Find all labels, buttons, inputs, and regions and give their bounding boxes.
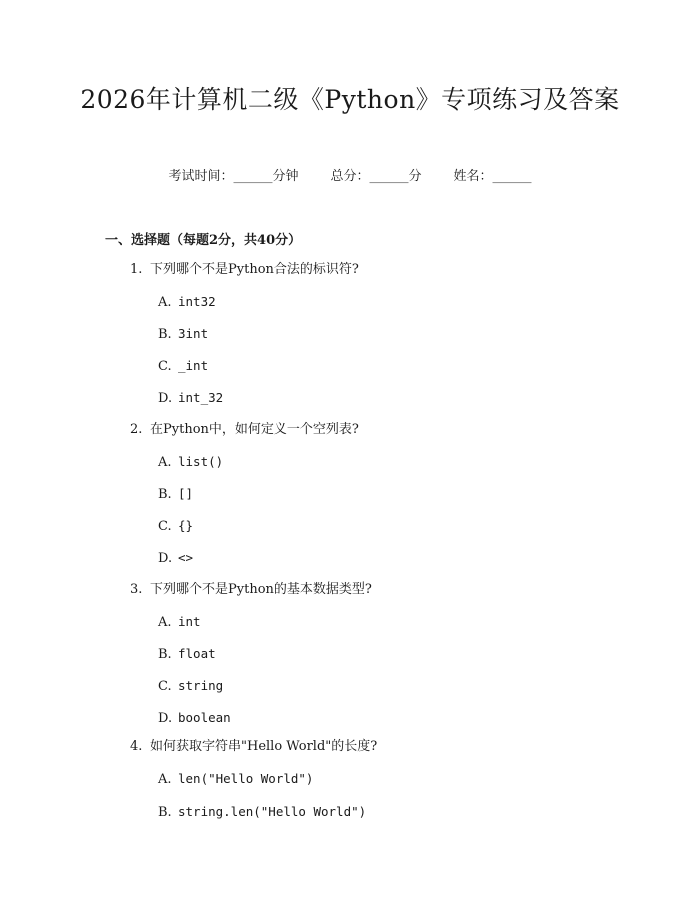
- student-name-label: 姓名：______: [453, 169, 532, 184]
- question-2-option-b: [158, 485, 193, 504]
- option-text: int32: [178, 294, 216, 309]
- question-2: [130, 421, 359, 439]
- question-4-option-b: [158, 803, 366, 822]
- document-title: 2026年计算机二级《Python》专项练习及答案: [80, 85, 620, 114]
- option-text: float: [178, 646, 216, 661]
- question-number: 2.: [130, 422, 143, 437]
- exam-time-label: 考试时间：______分钟: [168, 169, 299, 184]
- question-3-option-c: [158, 677, 223, 696]
- option-text: list(): [178, 454, 224, 469]
- question-3-option-a: [158, 613, 201, 632]
- question-1-option-c: [158, 357, 208, 376]
- option-text: int: [178, 614, 201, 629]
- option-letter: A.: [158, 295, 172, 310]
- option-text: <>: [178, 550, 194, 565]
- exam-meta: [0, 168, 700, 186]
- option-letter: D.: [158, 551, 173, 566]
- option-letter: B.: [158, 327, 172, 342]
- option-text: []: [178, 486, 194, 501]
- option-letter: B.: [158, 647, 172, 662]
- question-1: [130, 261, 359, 279]
- question-1-option-d: [158, 389, 223, 408]
- question-text: 下列哪个不是Python合法的标识符?: [150, 262, 359, 277]
- question-text: 下列哪个不是Python的基本数据类型?: [150, 582, 372, 597]
- question-number: 1.: [130, 262, 143, 277]
- question-1-option-b: [158, 325, 208, 344]
- question-4: [130, 738, 377, 756]
- question-3-option-b: [158, 645, 216, 664]
- question-1-option-a: [158, 293, 216, 312]
- option-letter: D.: [158, 711, 173, 726]
- option-letter: D.: [158, 391, 173, 406]
- question-text: 如何获取字符串"Hello World"的长度?: [150, 739, 378, 754]
- option-text: _int: [178, 358, 209, 373]
- question-number: 3.: [130, 582, 143, 597]
- option-letter: C.: [158, 519, 172, 534]
- option-text: string.len("Hello World"): [178, 804, 367, 819]
- option-letter: A.: [158, 772, 172, 787]
- option-letter: A.: [158, 615, 172, 630]
- option-text: int_32: [178, 390, 224, 405]
- question-3-option-d: [158, 709, 231, 728]
- option-letter: C.: [158, 359, 172, 374]
- option-text: {}: [178, 518, 194, 533]
- option-letter: A.: [158, 455, 172, 470]
- option-text: 3int: [178, 326, 209, 341]
- option-letter: B.: [158, 487, 172, 502]
- option-text: len("Hello World"): [178, 771, 314, 786]
- question-2-option-c: [158, 517, 193, 536]
- question-text: 在Python中，如何定义一个空列表?: [150, 422, 359, 437]
- total-score-label: 总分：______分: [330, 169, 422, 184]
- question-3: [130, 581, 372, 599]
- question-number: 4.: [130, 739, 143, 754]
- question-4-option-a: [158, 770, 313, 789]
- question-2-option-d: [158, 549, 193, 568]
- option-text: string: [178, 678, 224, 693]
- option-letter: B.: [158, 805, 172, 820]
- option-text: boolean: [178, 710, 231, 725]
- section-title: 一、选择题（每题2分，共40分）: [105, 233, 302, 248]
- question-2-option-a: [158, 453, 223, 472]
- option-letter: C.: [158, 679, 172, 694]
